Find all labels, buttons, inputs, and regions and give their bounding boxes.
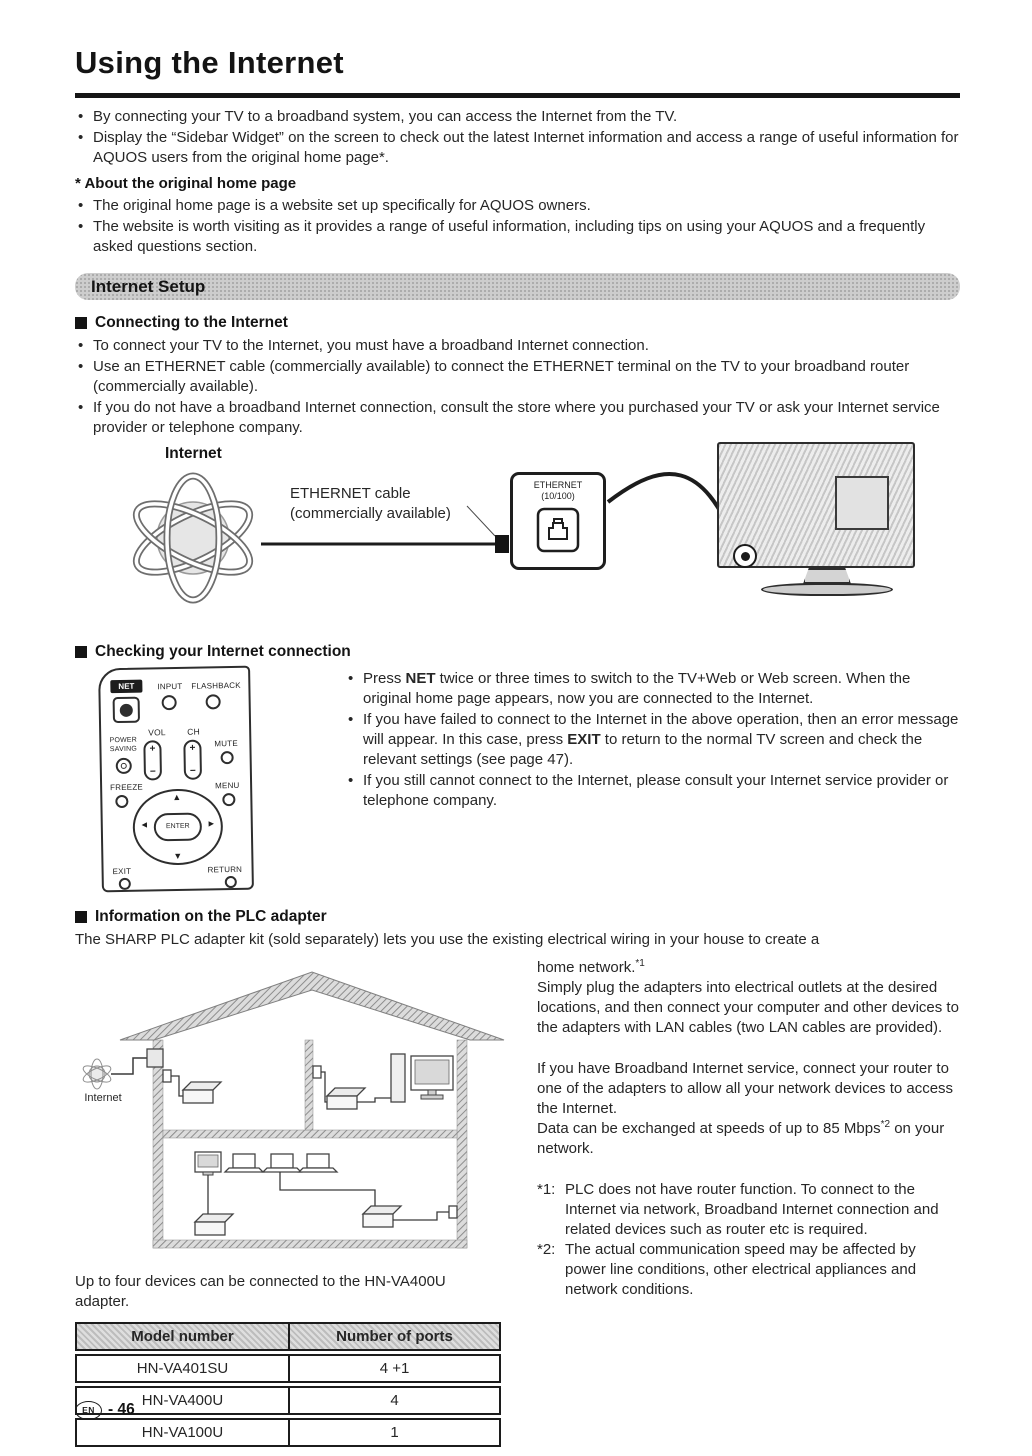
ethernet-cable-note [290,484,451,524]
bullet-item [75,217,960,257]
remote-power-saving-button [116,758,132,774]
house-network-illustration [75,970,505,1260]
page-footer [75,1400,135,1420]
heading-text: Connecting to the Internet [95,314,288,331]
remote-mute-button [221,751,234,764]
bullet-item [75,128,960,168]
page-title: Using the Internet [75,45,344,80]
plc-right-column [537,958,960,1450]
footnote-ref-2: *2 [880,1119,891,1130]
remote-net-button [113,697,140,723]
footnote-2 [537,1240,960,1300]
text: The website is worth visiting as it provides a range of useful information, including tips on using your AQUOS and a frequently asked questions section. [93,218,926,255]
remote-flashback-button [206,694,221,709]
ports-cell: 4 [289,1386,501,1415]
plc-columns [75,958,960,1450]
text: If you have Broadband Internet service, connect your router to one of the adapters to allow all your network devices to access the Internet. [537,1060,954,1117]
label-line: POWER [109,736,138,745]
remote-power-saving-label [107,736,139,755]
text: The original home page is a website set up specifically for AQUOS owners. [93,197,591,214]
table-row [75,1354,501,1383]
about-bullets [75,196,960,257]
footnote-ref-1: *1 [635,958,645,969]
ethernet-port-box [510,472,606,570]
footnote-label: *1: [537,1181,556,1198]
minus-glyph: − [149,766,156,778]
section-header-internet-setup: Internet Setup [75,273,960,300]
tv-stand-base [761,583,893,596]
text: By connecting your TV to a broadband system, you can access the Internet from the TV. [93,108,678,125]
nav-right-icon: ► [206,818,216,829]
text: on your network. [537,1120,945,1157]
remote-exit-label: EXIT [112,866,132,877]
bullet-item [75,357,960,397]
text: Display the “Sidebar Widget” on the screen to check out the latest Internet information and access a range of useful information for AQUOS users from the original home page*. [93,129,959,166]
tv-vesa-plate [835,476,889,530]
port-label-line2: (10/100) [541,490,575,501]
remote-volume-rocker [143,740,162,780]
page-number: - 46 [108,1401,135,1418]
plc-intro: The SHARP PLC adapter kit (sold separately) lets you use the existing electrical wiring in your house to create a [75,931,820,948]
table-row [75,1386,501,1415]
nav-up-icon: ▲ [172,791,182,803]
remote-ch-label: CH [187,726,200,737]
cable-note-line2: (commercially available) [290,505,451,522]
remote-illustration [75,667,275,891]
label-line: SAVING [109,745,138,754]
text: Use an ETHERNET cable (commercially available) to connect the ETHERNET terminal on the TV to your broadband router (commercially available). [93,358,910,395]
remote-enter-button: ENTER [154,813,202,842]
bullet-item [345,710,960,770]
cable-note-line1: ETHERNET cable [290,485,411,502]
checking-bullets [275,667,960,891]
remote-mute-label: MUTE [214,738,238,749]
footnote-1 [537,1180,960,1240]
remote-input-button [162,695,177,710]
table-header-row [75,1322,501,1351]
square-bullet-icon [75,646,87,658]
internet-globe-icon [127,460,259,608]
model-cell: HN-VA400U [75,1386,289,1415]
remote-menu-label: MENU [215,780,240,791]
remote-net-label: NET [110,680,142,694]
footnote-text: PLC does not have router function. To connect to the Internet via network, Broadband Internet connection and related devices such as router etc is required. [565,1181,939,1238]
bullet-item [75,336,960,356]
heading-text: Checking your Internet connection [95,643,351,660]
remote-body [98,666,254,893]
bullet-item [345,669,960,709]
connecting-bullets [75,336,960,438]
bullet-item [75,107,960,127]
plc-paragraph-1 [537,958,960,1038]
remote-exit-button [119,878,131,890]
remote-return-label: RETURN [207,864,243,875]
remote-freeze-button [115,795,128,808]
square-bullet-icon [75,317,87,329]
bullet-item [75,398,960,438]
bullet-item [75,196,960,216]
model-cell: HN-VA401SU [75,1354,289,1383]
text: home network. [537,959,636,976]
checking-row [75,667,960,891]
ports-cell: 4 +1 [289,1354,501,1383]
text: Data can be exchanged at speeds of up to 85 Mbps [537,1120,881,1137]
bullet-item [345,771,960,811]
text: To connect your TV to the Internet, you must have a broadband Internet connection. [93,337,649,354]
rj45-jack-icon [535,506,581,554]
house-internet-label: Internet [84,1092,122,1104]
intro-bullets [75,107,960,168]
key-name: NET [405,670,436,687]
remote-menu-button [222,793,235,806]
remote-flashback-label: FLASHBACK [191,680,241,691]
text: to return to the normal TV screen and check the relevant settings (see page 47). [363,731,923,768]
language-badge: EN [75,1401,102,1420]
remote-vol-label: VOL [148,727,166,738]
plc-model-table [75,1322,501,1447]
footnote-label: *2: [537,1241,556,1258]
remote-freeze-label: FREEZE [110,782,143,793]
tv-rear-illustration [717,442,915,604]
title-rule [75,93,960,98]
about-heading: * About the original home page [75,175,297,192]
port-label-line1: ETHERNET [533,480,583,490]
nav-left-icon: ◄ [139,819,149,830]
checking-bullet-list [345,669,960,811]
internet-label: Internet [165,445,222,462]
ethernet-connection-diagram [75,444,960,632]
text: twice or three times to switch to the TV+Web or Web screen. When the original home page appears, now you are connected to the Internet. [363,670,911,707]
table-row [75,1418,501,1447]
plus-glyph: + [189,742,196,754]
plc-paragraph-2 [537,1059,960,1159]
remote-input-label: INPUT [157,681,183,692]
plc-left-column [75,958,507,1450]
nav-down-icon: ▼ [173,850,183,862]
connecting-heading [75,313,960,333]
ports-cell: 1 [289,1418,501,1447]
house-diagram-svg [75,970,505,1260]
plus-glyph: + [149,743,156,755]
plc-heading [75,907,960,927]
heading-text: Information on the PLC adapter [95,908,327,925]
square-bullet-icon [75,911,87,923]
minus-glyph: − [189,765,196,777]
house-diagram-caption: Up to four devices can be connected to the HN-VA400U adapter. [75,1273,446,1310]
text: If you do not have a broadband Internet connection, consult the store where you purchased your TV or ask your Internet service provider or telephone company. [93,399,940,436]
table-header-model: Model number [75,1322,289,1351]
text: Simply plug the adapters into electrical outlets at the desired locations, and then connect your computer and other devices to the adapters with LAN cables (two LAN cables are provided). [537,979,959,1036]
model-cell: HN-VA100U [75,1418,289,1447]
checking-heading [75,642,960,662]
tv-stand-neck [803,568,851,584]
text: Press [363,670,406,687]
key-name: EXIT [567,731,601,748]
text: If you have failed to connect to the Internet in the above operation, then an error message will appear. In this case, press [363,711,959,748]
footnote-text: The actual communication speed may be affected by power line conditions, other electrical appliances and network conditions. [565,1241,917,1298]
text: If you still cannot connect to the Internet, please consult your Internet service provider or telephone company. [363,772,949,809]
remote-channel-rocker [183,740,202,780]
tv-ethernet-connector [733,544,757,568]
remote-return-button [225,876,237,888]
table-header-ports: Number of ports [289,1322,501,1351]
